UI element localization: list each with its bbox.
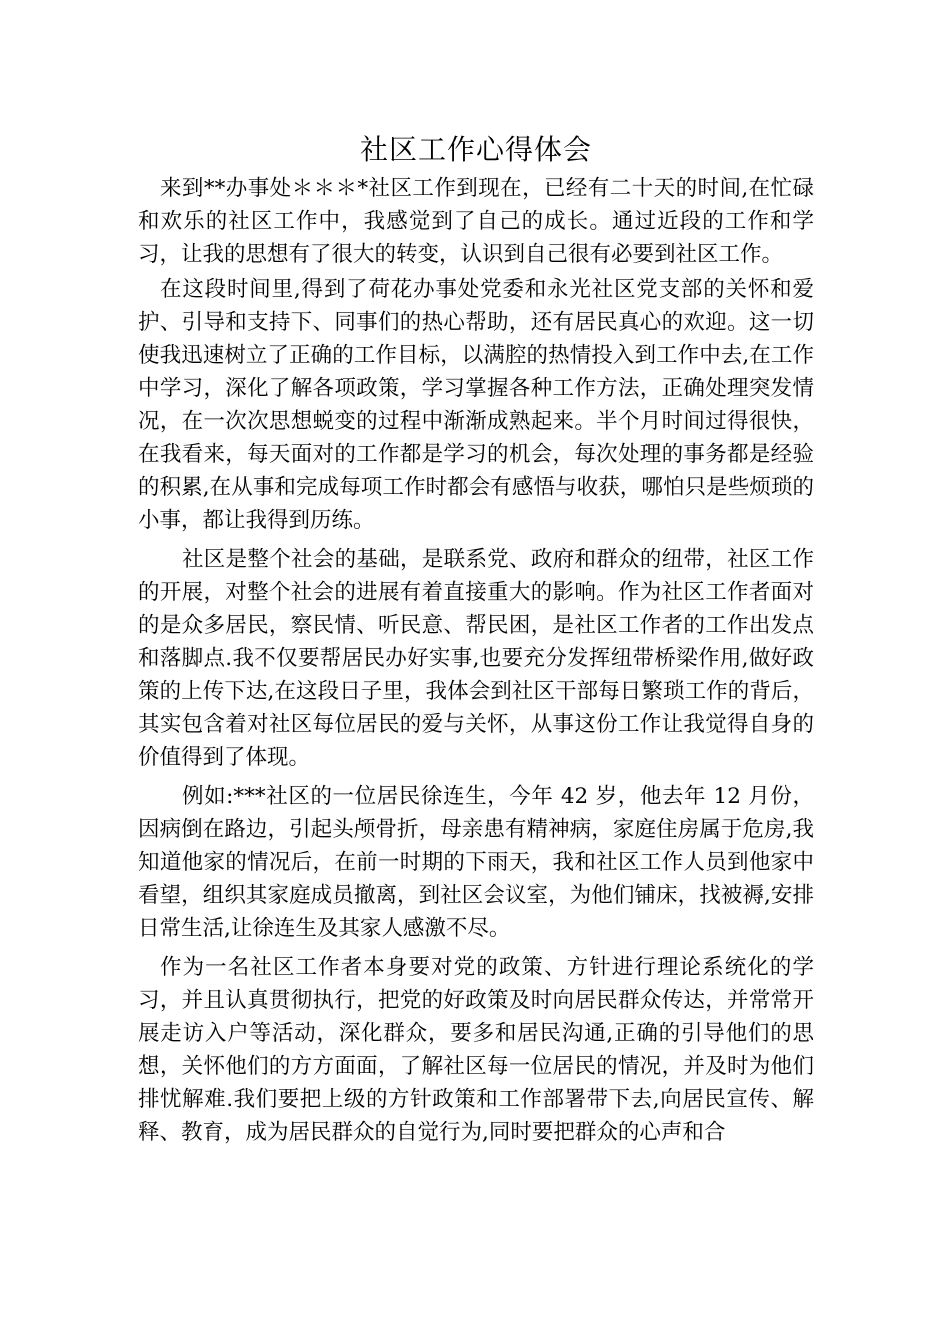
paragraph-1: 来到**办事处＊＊＊*社区工作到现在，已经有二十天的时间,在忙碌和欢乐的社区工作中，我感觉到了自己的成长。通过近段的工作和学习，让我的思想有了很大的转变，认识到自己很有必要到社区工作。 [138, 176, 814, 267]
paragraph-3: 社区是整个社会的基础，是联系党、政府和群众的纽带，社区工作的开展，对整个社会的进展有着直接重大的影响。作为社区工作者面对的是众多居民，察民情、听民意、帮民困，是社区工作者的工作出发点和落脚点.我不仅要帮居民办好实事,也要充分发挥纽带桥梁作用,做好政策的上传下达,在这段日子里，我体会到社区干部每日繁琐工作的背后，其实包含着对社区每位居民的爱与关怀，从事这份工作让我觉得自身的价值得到了体现。 [138, 547, 814, 770]
document-page [138, 128, 814, 1155]
document-title: 社区工作心得体会 [359, 133, 592, 166]
paragraph-5: 作为一名社区工作者本身要对党的政策、方针进行理论系统化的学习，并且认真贯彻执行，把党的好政策及时向居民群众传达，并常常开展走访入户等活动，深化群众，要多和居民沟通,正确的引导他们的思想，关怀他们的方方面面，了解社区每一位居民的情况，并及时为他们排忧解难.我们要把上级的方针政策和工作部署带下去,向居民宣传、解释、教育，成为居民群众的自觉行为,同时要把群众的心声和合 [138, 955, 814, 1145]
paragraph-4: 例如:***社区的一位居民徐连生，今年 42 岁，他去年 12 月份，因病倒在路边，引起头颅骨折，母亲患有精神病，家庭住房属于危房,我知道他家的情况后，在前一时期的下雨天，我和社区工作人员到他家中看望，组织其家庭成员撤离，到社区会议室，为他们铺床，找被褥,安排日常生活,让徐连生及其家人感激不尽。 [138, 784, 814, 941]
paragraph-2: 在这段时间里,得到了荷花办事处党委和永光社区党支部的关怀和爱护、引导和支持下、同事们的热心帮助，还有居民真心的欢迎。这一切使我迅速树立了正确的工作目标，以满腔的热情投入到工作中去,在工作中学习，深化了解各项政策，学习掌握各种工作方法，正确处理突发情况，在一次次思想蜕变的过程中渐渐成熟起来。半个月时间过得很快，在我看来，每天面对的工作都是学习的机会，每次处理的事务都是经验的积累,在从事和完成每项工作时都会有感悟与收获，哪怕只是些烦琐的小事，都让我得到历练。 [138, 277, 814, 533]
